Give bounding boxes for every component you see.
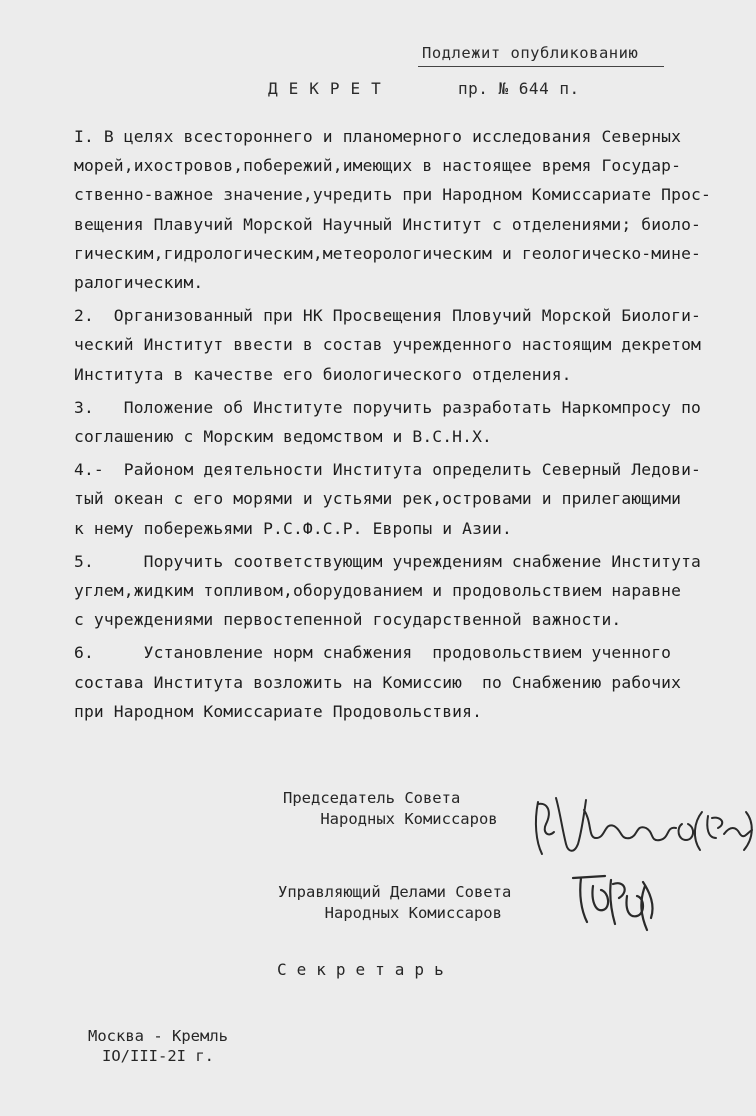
publish-note-underline — [418, 66, 664, 67]
text-line: с учреждениями первостепенной государственной важности. — [74, 610, 622, 630]
text-line: углем,жидким топливом,оборудованием и продовольствием наравне — [74, 581, 682, 601]
text-line: 4.- Районом деятельности Института определить Северный Ледови- — [74, 460, 701, 480]
text-line: соглашению с Морским ведомством и В.С.Н.Х. — [74, 427, 492, 447]
paragraph-5 — [74, 547, 746, 635]
manager-signature-block — [278, 882, 511, 924]
text-line: ческий Институт ввести в состав учрежденного настоящим декретом — [74, 335, 701, 355]
text-line: 6. Установление норм снабжения продовольствием ученного — [74, 643, 672, 663]
paragraph-3 — [74, 393, 746, 451]
text-line: ственно-важное значение,учредить при Народном Комиссариате Прос- — [74, 185, 711, 205]
chairman-title-line-2: Народных Комиссаров — [283, 810, 498, 828]
chairman-signature-block — [283, 788, 498, 830]
paragraph-4 — [74, 455, 746, 543]
secretary-label: Секретарь — [277, 960, 454, 979]
paragraph-2 — [74, 301, 746, 389]
text-line: I. В целях всестороннего и планомерного исследования Северных — [74, 127, 682, 146]
text-line: состава Института возложить на Комиссию по Снабжению рабочих — [74, 672, 682, 692]
text-line: вещения Плавучий Морской Научный Институт с отделениями; биоло- — [74, 214, 701, 234]
text-line: к нему побережьями Р.С.Ф.С.Р. Европы и Азии. — [74, 518, 512, 538]
text-line: 2. Организованный при НК Просвещения Пловучий Морской Биологи- — [74, 306, 701, 326]
text-line: гическим,гидрологическим,метеорологическим и геологическо-мине- — [74, 243, 701, 263]
manager-title-line-1: Управляющий Делами Совета — [278, 883, 512, 901]
text-line: ралогическим. — [74, 273, 204, 293]
protocol-number: пр. № 644 п. — [458, 79, 580, 98]
text-line: морей,ихостровов,побережий,имеющих в настоящее время Государ- — [74, 156, 682, 176]
place-and-date — [88, 1026, 228, 1066]
document-title: ДЕКРЕТ — [268, 79, 392, 98]
manager-title-line-2: Народных Комиссаров — [278, 904, 502, 922]
text-line: Института в качестве его биологического отделения. — [74, 364, 572, 384]
text-line: тый океан с его морями и устьями рек,островами и прилегающими — [74, 489, 682, 509]
decree-body — [74, 122, 746, 730]
chairman-handwritten-signature — [526, 782, 756, 862]
date: IO/III-2I г. — [102, 1047, 214, 1065]
publish-note: Подлежит опубликованию — [422, 44, 639, 62]
paragraph-1 — [74, 122, 746, 297]
chairman-title-line-1: Председатель Совета — [283, 789, 461, 807]
text-line: 3. Положение об Институте поручить разработать Наркомпросу по — [74, 397, 701, 417]
text-line: при Народном Комиссариате Продовольствия. — [74, 701, 483, 721]
text-line: 5. Поручить соответствующим учреждениям снабжение Института — [74, 551, 701, 571]
place: Москва - Кремль — [88, 1027, 228, 1045]
manager-handwritten-signature — [565, 866, 660, 936]
paragraph-6 — [74, 638, 746, 726]
